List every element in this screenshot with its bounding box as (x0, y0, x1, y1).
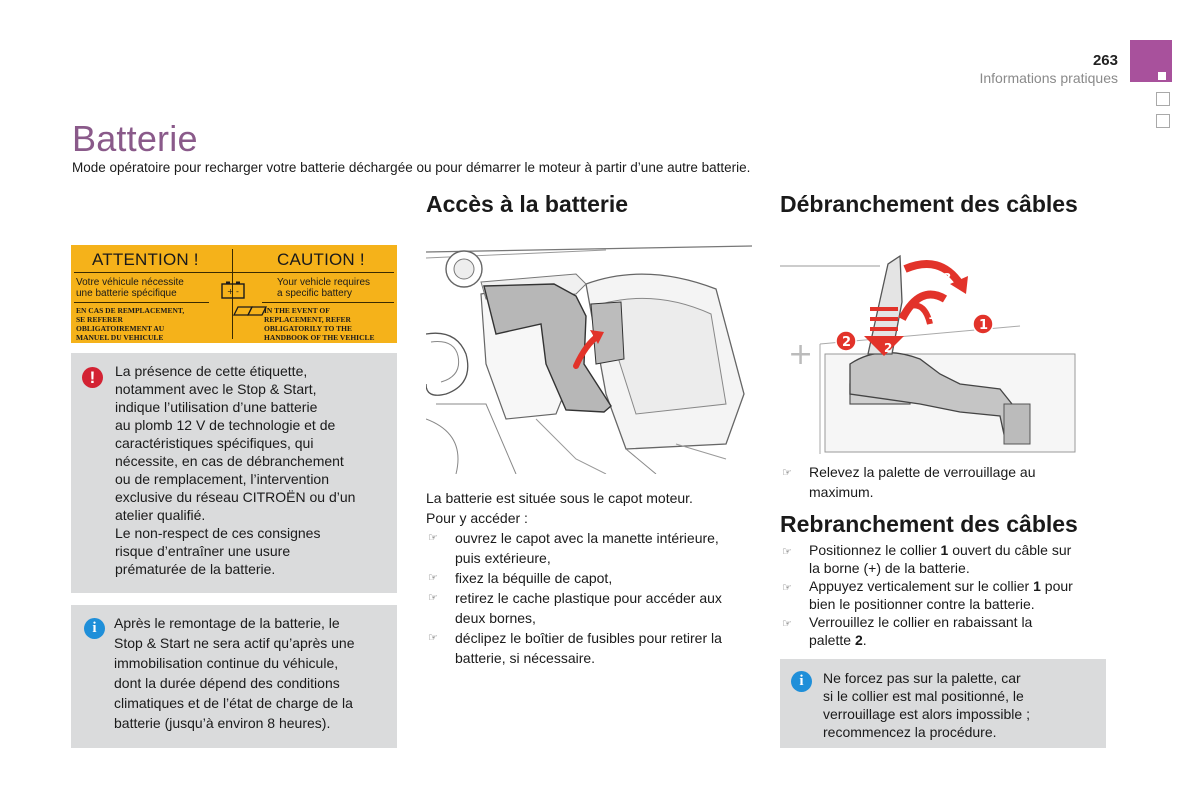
label-small-fr-3: OBLIGATOIREMENT AU (76, 324, 165, 333)
label-rule (74, 272, 394, 273)
label-text-fr-2: une batterie spécifique (76, 288, 177, 299)
info-icon: i (84, 618, 105, 639)
step-label: 2 (884, 341, 893, 355)
label-small-en-1: IN THE EVENT OF (264, 306, 330, 315)
bullet-icon: ☞ (782, 546, 792, 558)
access-step-2: fixez la béquille de capot, (455, 570, 613, 586)
label-small-fr-2: SE REFERER (76, 315, 123, 324)
bullet-icon: ☞ (428, 592, 438, 604)
label-text-fr-1: Votre véhicule nécessite (76, 277, 184, 288)
info-icon: i (791, 671, 812, 692)
bullet-icon: ☞ (428, 632, 438, 644)
reconnect-step-1: Positionnez le collier 1 ouvert du câble sur la borne (+) de la batterie. (809, 542, 1072, 576)
reconnect-step-3: Verrouillez le collier en rabaissant la palette 2. (809, 614, 1033, 648)
disconnect-step: Relevez la palette de verrouillage au maximum. (809, 464, 1036, 500)
label-text-en-2: a specific battery (277, 288, 353, 299)
page-number: 263 (1092, 52, 1118, 69)
label-text-en-1: Your vehicle requires (277, 277, 371, 288)
svg-text:+: + (227, 287, 234, 296)
page-subtitle: Mode opératoire pour recharger votre batterie déchargée ou pour démarrer le moteur à partir d’une autre batterie. (72, 160, 751, 175)
bullet-icon: ☞ (782, 618, 792, 630)
access-intro-2: Pour y accéder : (426, 510, 528, 526)
bullet-icon: ☞ (782, 467, 792, 479)
bullet-icon: ☞ (428, 532, 438, 544)
label-small-en-4: HANDBOOK OF THE VEHICLE (264, 333, 375, 342)
label-small-fr-1: EN CAS DE REMPLACEMENT, (76, 306, 185, 315)
info-note-palette-text: Ne forcez pas sur la palette, car si le collier est mal positionné, le verrouillage est alors impossible ; recommencez la procédure. (823, 670, 1030, 740)
reconnect-heading: Rebranchement des câbles (780, 511, 1078, 537)
section-tab-empty (1156, 114, 1170, 128)
label-small-fr-4: MANUEL DU VEHICULE (76, 333, 164, 342)
section-name: Informations pratiques (979, 70, 1118, 86)
warning-note-text: La présence de cette étiquette, notamment avec le Stop & Start, indique l’utilisation d’une batterie au plomb 12 V de technologie et de caractéristiques spécifiques, qui nécessite, en cas de débranchement ou de remplacement, l’intervention exclusive du réseau CITROËN ou d’un atelier qualifié. Le non-respect de ces consignes risque d’entraîner une usure prématurée de la batterie. (115, 363, 356, 577)
reconnect-step-2: Appuyez verticalement sur le collier 1 pour bien le positionner contre la batterie. (809, 578, 1073, 612)
plus-sign: + (788, 337, 814, 372)
engine-bay-illustration (426, 244, 752, 474)
label-small-en-3: OBLIGATORILY TO THE (264, 324, 352, 333)
step-label: 1 (979, 318, 989, 333)
label-rule (74, 302, 209, 303)
access-step-1: ouvrez le capot avec la manette intérieure, puis extérieure, (455, 530, 719, 566)
access-step-4: déclipez le boîtier de fusibles pour retirer la batterie, si nécessaire. (455, 630, 722, 666)
step-label: 2 (842, 335, 852, 350)
svg-text:-: - (236, 287, 239, 296)
label-rule (262, 302, 394, 303)
access-intro-1: La batterie est située sous le capot moteur. (426, 490, 693, 506)
section-tab-marker (1158, 72, 1166, 80)
access-step-3: retirez le cache plastique pour accéder aux deux bornes, (455, 590, 722, 626)
step-label: 1 (928, 308, 937, 322)
label-title-en: CAUTION ! (277, 250, 365, 269)
terminal-clamp-diagram (780, 244, 1106, 456)
bullet-icon: ☞ (782, 582, 792, 594)
disconnect-heading: Débranchement des câbles (780, 191, 1078, 217)
section-tab-empty (1156, 92, 1170, 106)
info-note-stop-start-text: Après le remontage de la batterie, le Stop & Start ne sera actif qu’après une immobilisation continue du véhicule, dont la durée dépend des conditions climatiques et de l’état de charge de la batterie (jusqu’à environ 8 heures). (114, 615, 355, 731)
label-title-fr: ATTENTION ! (92, 250, 199, 269)
step-label: 3 (943, 271, 952, 285)
page-title: Batterie (72, 118, 198, 159)
access-heading: Accès à la batterie (426, 191, 629, 217)
warning-icon: ! (82, 367, 103, 388)
bullet-icon: ☞ (428, 572, 438, 584)
label-small-en-2: REPLACEMENT, REFER (264, 315, 351, 324)
